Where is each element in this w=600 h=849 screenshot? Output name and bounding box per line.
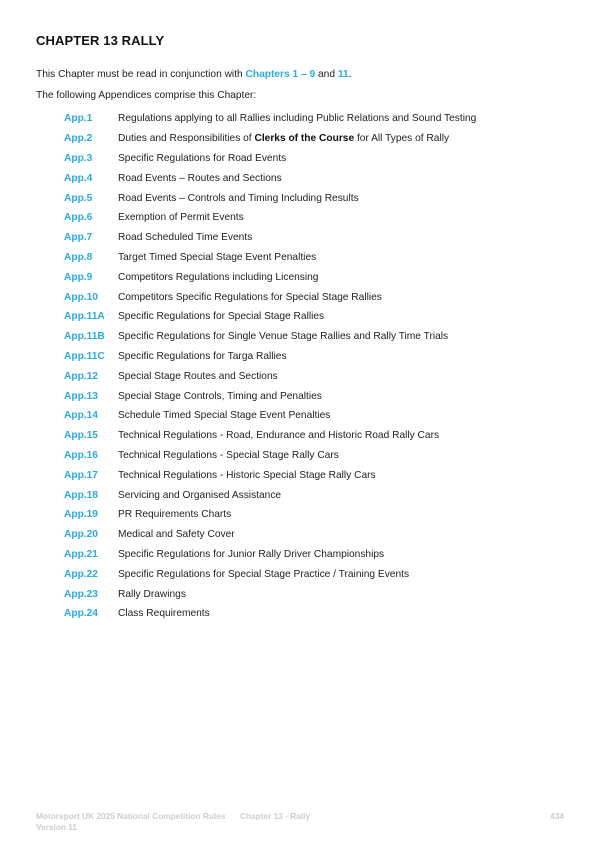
appendix-code-link[interactable]: App.16: [64, 449, 98, 461]
appendix-code-link[interactable]: App.2: [64, 133, 93, 145]
appendix-code-link[interactable]: App.5: [64, 192, 93, 204]
appendix-code-link[interactable]: App.22: [64, 568, 98, 580]
appendix-title: Road Scheduled Time Events: [118, 232, 253, 244]
appendix-code-link[interactable]: App.7: [64, 232, 93, 244]
appendix-row: [64, 307, 584, 327]
appendix-title: Road Events – Controls and Timing Including Results: [118, 192, 359, 204]
appendix-row: [64, 564, 584, 584]
appendix-code-link[interactable]: App.10: [64, 291, 98, 303]
appendix-code-link[interactable]: App.21: [64, 548, 98, 560]
intro-text: This Chapter must be read in conjunction with: [36, 69, 246, 80]
appendix-title: Specific Regulations for Junior Rally Driver Championships: [118, 548, 385, 560]
appendix-row: [64, 386, 584, 406]
appendix-row: [64, 188, 584, 208]
chapters-link[interactable]: Chapters 1 – 9: [245, 69, 316, 80]
intro-text-and: and: [315, 69, 338, 80]
appendix-title-part: for All Types of Rally: [354, 133, 450, 145]
appendix-title: Specific Regulations for Road Events: [118, 152, 287, 164]
appendix-title: Technical Regulations - Historic Special Stage Rally Cars: [118, 469, 376, 481]
appendix-title: Competitors Specific Regulations for Special Stage Rallies: [118, 291, 382, 303]
appendix-code-link[interactable]: App.12: [64, 370, 98, 382]
appendix-code-link[interactable]: App.11B: [64, 331, 105, 343]
appendix-row: [64, 287, 584, 307]
appendix-title: Road Events – Routes and Sections: [118, 172, 282, 184]
page-title: CHAPTER 13 RALLY: [36, 33, 165, 48]
footer-publication-title: Motorsport UK 2025 National Competition Rules: [36, 811, 226, 821]
appendix-title: Exemption of Permit Events: [118, 212, 244, 224]
appendix-title: Medical and Safety Cover: [118, 529, 235, 541]
appendices-intro: The following Appendices comprise this Chapter:: [36, 90, 257, 101]
appendix-code-link[interactable]: App.14: [64, 410, 98, 422]
appendix-code-link[interactable]: App.23: [64, 588, 98, 600]
appendix-code-link[interactable]: App.8: [64, 251, 93, 263]
appendix-title: Specific Regulations for Special Stage Practice / Training Events: [118, 568, 410, 580]
appendix-code-link[interactable]: App.6: [64, 212, 93, 224]
appendix-row: [64, 406, 584, 426]
footer-publication: [36, 811, 225, 833]
chapter-11-link[interactable]: 11: [337, 69, 349, 80]
appendix-row: [64, 505, 584, 525]
appendix-title: Competitors Regulations including Licensing: [118, 271, 319, 283]
appendix-title: Specific Regulations for Special Stage Rallies: [118, 311, 325, 323]
footer-page-number: 434: [550, 811, 564, 821]
appendix-row: [64, 248, 584, 268]
appendix-code-link[interactable]: App.1: [64, 113, 93, 125]
appendix-row: [64, 129, 584, 149]
footer-chapter: Chapter 13 - Rally: [240, 811, 311, 821]
appendix-title: Technical Regulations - Road, Endurance and Historic Road Rally Cars: [118, 430, 440, 442]
appendix-title: Rally Drawings: [118, 588, 186, 600]
appendix-row: [64, 347, 584, 367]
appendix-row: [64, 327, 584, 347]
appendix-code-link[interactable]: App.13: [64, 390, 98, 402]
appendix-row: [64, 525, 584, 545]
appendix-title-part: Duties and Responsibilities of: [118, 133, 255, 145]
appendix-title-bold: Clerks of the Course: [254, 133, 355, 145]
intro-paragraph: [36, 69, 351, 80]
appendix-title: Servicing and Organised Assistance: [118, 489, 282, 501]
appendix-row: [64, 604, 584, 624]
appendix-title: [118, 133, 449, 144]
appendix-code-link[interactable]: App.11A: [64, 311, 105, 323]
appendix-title: Special Stage Controls, Timing and Penalties: [118, 390, 322, 402]
appendix-row: [64, 267, 584, 287]
appendix-title: Target Timed Special Stage Event Penalties: [118, 251, 317, 263]
appendix-title: Technical Regulations - Special Stage Rally Cars: [118, 449, 339, 461]
appendix-row: [64, 208, 584, 228]
appendix-row: [64, 149, 584, 169]
appendix-code-link[interactable]: App.20: [64, 529, 98, 541]
appendix-row: [64, 446, 584, 466]
appendix-row: [64, 228, 584, 248]
appendix-list: [64, 109, 584, 624]
appendix-title: Schedule Timed Special Stage Event Penalties: [118, 410, 331, 422]
appendix-row: [64, 366, 584, 386]
intro-period: .: [348, 69, 352, 80]
appendix-code-link[interactable]: App.4: [64, 172, 93, 184]
appendix-row: [64, 584, 584, 604]
appendix-code-link[interactable]: App.18: [64, 489, 98, 501]
appendix-code-link[interactable]: App.11C: [64, 350, 105, 362]
appendix-title: Specific Regulations for Single Venue Stage Rallies and Rally Time Trials: [118, 331, 449, 343]
appendix-row: [64, 109, 584, 129]
appendix-title: Specific Regulations for Targa Rallies: [118, 350, 287, 362]
appendix-row: [64, 168, 584, 188]
appendix-title: PR Requirements Charts: [118, 509, 232, 521]
appendix-title: Regulations applying to all Rallies including Public Relations and Sound Testing: [118, 113, 477, 125]
appendix-code-link[interactable]: App.15: [64, 430, 98, 442]
appendix-title: Special Stage Routes and Sections: [118, 370, 278, 382]
appendix-row: [64, 485, 584, 505]
appendix-code-link[interactable]: App.17: [64, 469, 98, 481]
appendix-code-link[interactable]: App.3: [64, 152, 93, 164]
appendix-code-link[interactable]: App.19: [64, 509, 98, 521]
appendix-row: [64, 545, 584, 565]
appendix-code-link[interactable]: App.9: [64, 271, 93, 283]
appendix-row: [64, 426, 584, 446]
appendix-row: [64, 465, 584, 485]
appendix-code-link[interactable]: App.24: [64, 608, 98, 620]
appendix-title: Class Requirements: [118, 608, 210, 620]
footer-version: Version 11: [36, 822, 78, 832]
